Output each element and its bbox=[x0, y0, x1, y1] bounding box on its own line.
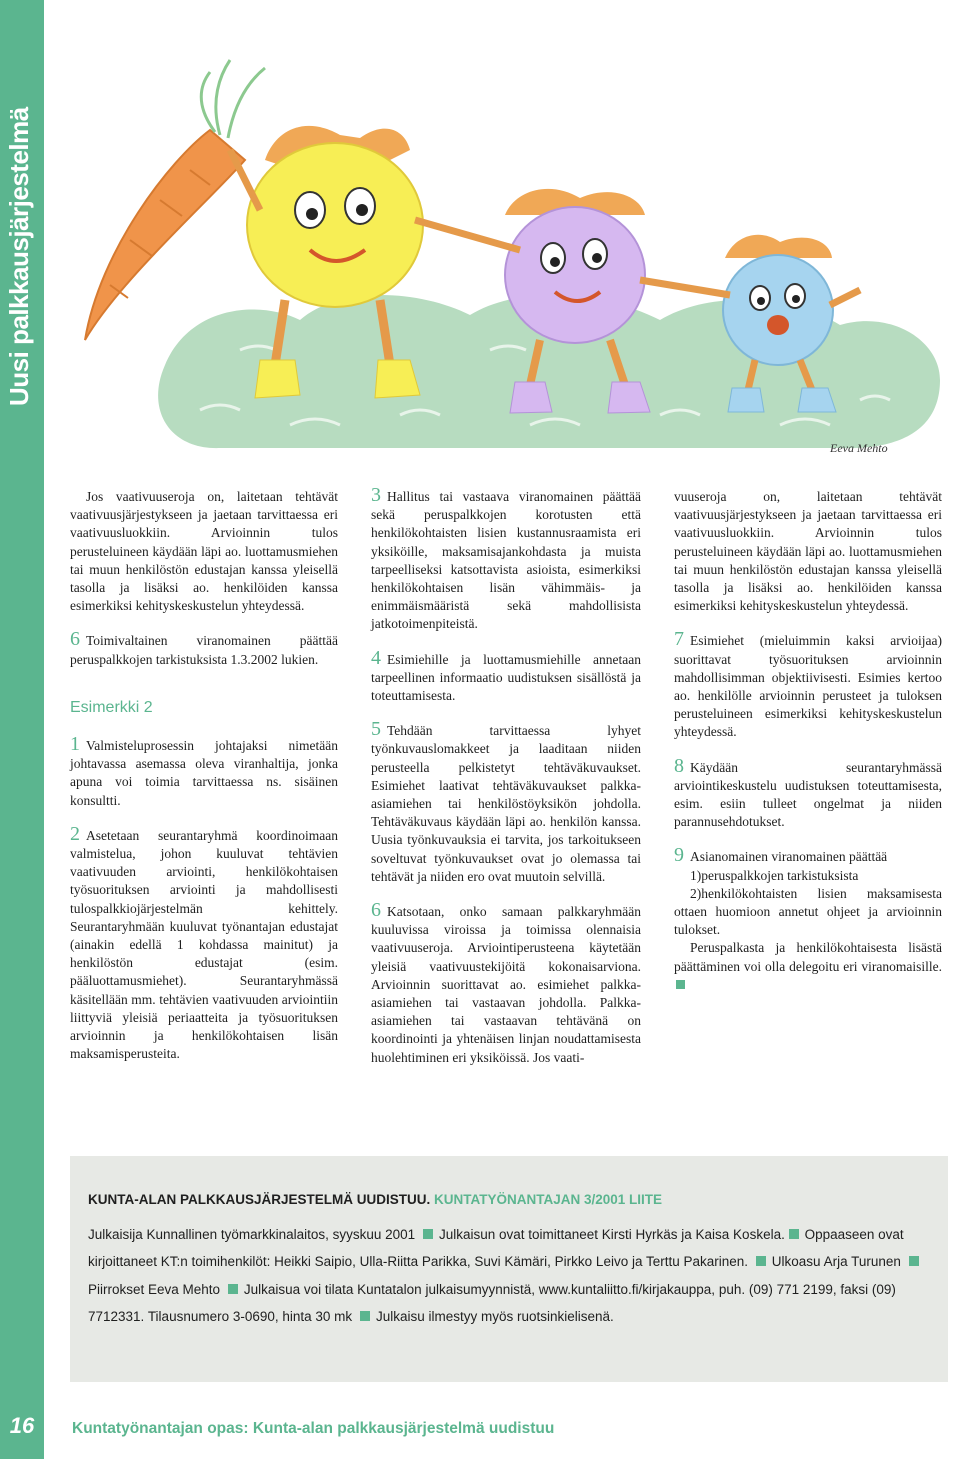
step-6-paragraph bbox=[70, 628, 338, 668]
info-heading bbox=[88, 1186, 934, 1214]
step-number: 9 bbox=[674, 844, 684, 867]
step-number: 7 bbox=[674, 628, 684, 651]
sidebar bbox=[0, 0, 44, 1459]
publication-info bbox=[88, 1186, 934, 1331]
step-text: Esimiehille ja luottamusmiehille annetaan tarpeellinen informaatio uudistuksen sisällöstä ja toteuttamisesta. bbox=[371, 651, 641, 704]
step-text: Asianomainen viranomainen päättää bbox=[690, 849, 888, 865]
column-2 bbox=[371, 484, 641, 1084]
example-heading: Esimerkki 2 bbox=[70, 698, 153, 716]
info-title: KUNTA-ALAN PALKKAUSJÄRJESTELMÄ UUDISTUU. bbox=[88, 1192, 431, 1207]
closing-paragraph bbox=[674, 939, 942, 994]
column-1 bbox=[70, 488, 338, 1080]
step-number: 5 bbox=[371, 718, 381, 741]
step-number: 2 bbox=[70, 822, 80, 845]
step-number: 1 bbox=[70, 733, 80, 756]
step-7-paragraph bbox=[674, 628, 942, 741]
step-text: Hallitus tai vastaava viranomainen päättää sekä peruspalkkojen korotusten että henkilökohtaisten lisien kustannusraamista eri yksiköille, maksamisajankohdasta ja muista tarpeelliseksi katsottavista asioista, esimerkiksi henkilökohtaisen lisän vähimmäis- ja enimmäismääristä sekä mahdollisista jatkotoimenpiteistä. bbox=[371, 489, 641, 632]
step-number: 3 bbox=[371, 484, 381, 506]
bullet-square-icon bbox=[789, 1229, 799, 1239]
publisher-text: Julkaisija Kunnallinen työmarkkinalaitos, syyskuu 2001 bbox=[88, 1226, 416, 1242]
bullet-square-icon bbox=[360, 1311, 370, 1321]
info-subtitle: KUNTATYÖNANTAJAN 3/2001 LIITE bbox=[434, 1192, 663, 1207]
footer-title: Kuntatyönantajan opas: Kunta-alan palkkausjärjestelmä uudistuu bbox=[72, 1420, 555, 1437]
column-3 bbox=[674, 488, 942, 1011]
step-8-paragraph bbox=[674, 754, 942, 832]
step-2-paragraph bbox=[70, 822, 338, 1064]
swedish-edition-text: Julkaisu ilmestyy myös ruotsinkielisenä. bbox=[375, 1309, 614, 1324]
bullet-square-icon bbox=[756, 1256, 766, 1266]
layout-credit-text: Ulkoasu Arja Turunen bbox=[771, 1254, 901, 1269]
step-9-paragraph bbox=[674, 844, 942, 867]
step-number: 6 bbox=[70, 628, 80, 651]
editors-text: Julkaisun ovat toimittaneet Kirsti Hyrkäs ja Kaisa Koskela. bbox=[438, 1226, 785, 1242]
step-3-paragraph bbox=[371, 484, 641, 634]
info-details bbox=[88, 1221, 934, 1331]
step-text: Asetetaan seurantaryhmä koordinoimaan valmistelua, johon kuuluvat tehtävien vaativuuden arviointi, henkilökohtaisen työsuorituksen arviointi ja mahdollisesti tulospalkkiojärjestelmän kehittely. Seurantaryhmään kuuluvat työnantajan edustajat (ainakin edellä 1 kohdassa mainitut) ja henkilöstön edustajat (esim. pääluottamusmiehet). Seurantaryhmässä käsitellään mm. tehtävien vaativuuden arviointiin liittyviä yleisiä periaatteita ja työsuorituksen arvioinnin ja henkilökohtaisen lisän maksamisperusteita. bbox=[70, 827, 338, 1062]
step-4-paragraph bbox=[371, 646, 641, 706]
step-number: 6 bbox=[371, 899, 381, 922]
step-9-item-1: 1)peruspalkkojen tarkistuksista bbox=[690, 867, 859, 883]
authors-text: Oppaaseen ovat kirjoittaneet KT:n toimihenkilöt: Heikki Saipio, Ulla-Riitta Parikka, Suvi Kämäri, Pirkko Leivo ja Terttu Pakarinen. bbox=[88, 1226, 904, 1269]
step-1-paragraph bbox=[70, 733, 338, 810]
step-6-paragraph bbox=[371, 899, 641, 1067]
column-3-intro: vuuseroja on, laitetaan tehtävät vaativuusjärjestykseen ja jaetaan tarvittaessa eri vaativuusluokkiin. Arvioinnin tulos perusteluineen käydään läpi ao. luottamusmiehen tai muun henkilöstön edustajan kanssa yleisellä tasolla ja lisäksi ao. henkilöiden kanssa esimerkiksi kehityskeskustelun yhteydessä. bbox=[674, 489, 942, 614]
vegetable-family-illustration bbox=[60, 20, 950, 470]
carrot-icon bbox=[85, 60, 265, 340]
step-text: Käydään seurantaryhmässä arviointikeskustelu uudistuksen toteuttamisesta, esim. esiin tulleet ongelmat ja niiden parannusehdotukset. bbox=[674, 759, 942, 830]
sidebar-title: Uusi palkkausjärjestelmä bbox=[4, 107, 34, 406]
end-square-icon bbox=[676, 980, 685, 989]
step-number: 8 bbox=[674, 754, 684, 777]
step-text: Tehdään tarvittaessa lyhyet työnkuvauslomakkeet ja laaditaan niiden perusteella pelkistetyt tehtäväkuvaukset. Esimiehet laativat tehtäväkuvaukset palkka-asiamiehen tai henkilöstöyksikön johdolla. Tehtäväkuvaus käydään läpi ao. henkilön kanssa. Uusia työnkuvauksia ei tarvita, jos tarkoitukseen soveltuvat työnkuvaukset ovat jo olemassa tai tehtävät ja niiden ero ovat muutoin selvillä. bbox=[371, 723, 641, 884]
ordering-text: Julkaisua voi tilata Kuntatalon julkaisumyynnistä, www.kuntaliitto.fi/kirjakauppa, puh. (09) 771 2199, faksi (09) 7712331. Tilausnumero 3-0690, hinta 30 mk bbox=[88, 1281, 896, 1324]
bullet-square-icon bbox=[909, 1256, 919, 1266]
bullet-square-icon bbox=[228, 1284, 238, 1294]
column-1-intro: Jos vaativuuseroja on, laitetaan tehtävät vaativuusjärjestykseen ja jaetaan tarvittaessa eri vaativuusluokkiin. Arvioinnin tulos perusteluineen käydään läpi ao. luottamusmiehen tai muun henkilöstön edustajan kanssa yleisellä tasolla ja lisäksi ao. henkilöiden kanssa esimerkiksi kehityskeskustelun yhteydessä. bbox=[70, 489, 338, 614]
step-number: 4 bbox=[371, 646, 381, 669]
step-9-item-2: 2)henkilökohtaisten lisien maksamisesta ottaen huomioon annetut ohjeet ja arvioinnin tulokset. bbox=[674, 885, 942, 938]
step-text: Toimivaltainen viranomainen päättää peruspalkkojen tarkistuksista 1.3.2002 lukien. bbox=[70, 633, 338, 667]
step-text: Valmisteluprosessin johtajaksi nimetään johtavassa asemassa oleva viranhaltija, jonka apuna voi toimia tarvittaessa ns. sisäinen konsultti. bbox=[70, 738, 338, 808]
drawings-credit-text: Piirrokset Eeva Mehto bbox=[88, 1281, 221, 1297]
page-number: 16 bbox=[9, 1413, 35, 1438]
publication-info-box bbox=[70, 1156, 948, 1382]
bullet-square-icon bbox=[423, 1229, 433, 1239]
illustrator-signature: Eeva Mehto bbox=[830, 441, 888, 455]
closing-text: Peruspalkasta ja henkilökohtaisesta lisästä päättäminen voi olla delegoitu eri viranomaisille. bbox=[674, 940, 942, 974]
step-text: Esimiehet (mieluimmin kaksi arvioijaa) suorittavat työsuorituksen arvioinnin mahdollisimman objektiivisesti. Esimies kertoo ao. henkilölle arvioinnin perusteet ja tuloksen perusteluineen esimerkiksi kehityskeskustelun yhteydessä. bbox=[674, 633, 942, 740]
step-5-paragraph bbox=[371, 718, 641, 886]
step-text: Katsotaan, onko samaan palkkaryhmään kuuluvissa viroissa ja toimissa olennaisia vaativuuseroja. Arviointiperusteena käytetään yleisiä vaativuustekijöitä kokonaisarviona. Arvioinnin suorittavat ao. esimiehet palkka-asiamiehen tai vastaavan johdolla. Palkka-asiamiehen tai vastaavan tehtävänä on koordinointi ja yhtenäisen linjan noudattamisesta huolehtiminen eri yksiköissä. Jos vaati- bbox=[371, 904, 641, 1065]
